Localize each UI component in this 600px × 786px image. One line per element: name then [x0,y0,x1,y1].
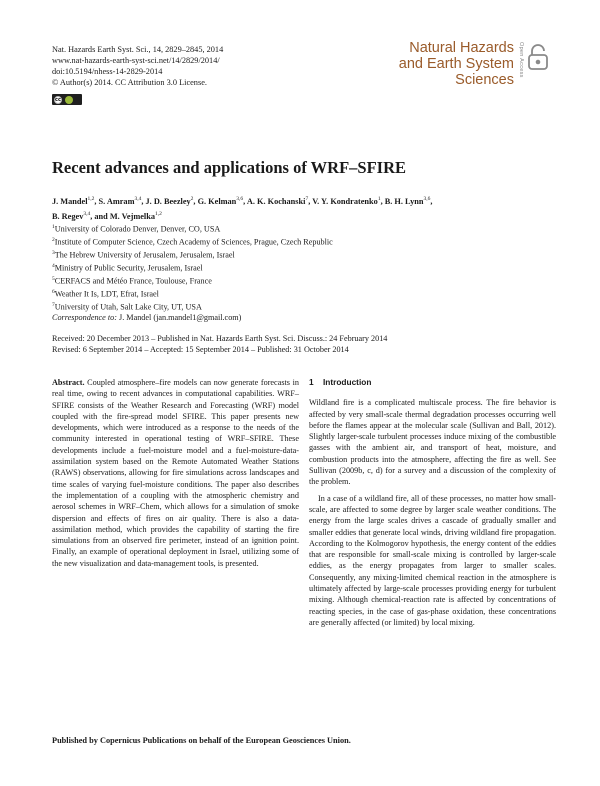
paper-title: Recent advances and applications of WRF–SFIRE [52,158,407,177]
affiliation-item [52,261,333,274]
author-name: B. H. Lynn [384,196,424,206]
author-name: S. Amram [98,196,135,206]
affiliation-number: 1 [52,224,55,230]
publication-dates [52,333,387,356]
journal-logo[interactable] [380,38,550,100]
correspondence-line [52,313,241,322]
section-title: Introduction [323,377,372,387]
author-separator: , [193,196,198,206]
author-list [52,193,552,223]
logo-line-1: Natural Hazards [409,40,514,56]
cc-icon: cc [55,96,61,103]
abstract-heading: Abstract. [52,378,85,387]
introduction-column [309,377,556,628]
affiliation-text: University of Utah, Salt Lake City, UT, USA [54,302,202,312]
author-separator: , [141,196,146,206]
logo-line-3: Sciences [455,72,514,88]
author-affiliation-marker: 3,4 [134,196,142,202]
affiliation-number: 4 [52,263,55,270]
affiliation-item [52,222,333,235]
author-name: B. Regev [52,211,84,221]
doi-link[interactable]: doi:10.5194/nhess-14-2829-2014 [52,67,163,76]
author-affiliation-marker: 3,6 [236,196,244,202]
author-affiliation-marker: 2 [190,196,194,202]
affiliation-text: University of Colorado Denver, Denver, CO, USA [54,224,221,234]
abstract-text: Coupled atmosphere–fire models can now generate forecasts in real time, owing to recent advances in computational capabilities. WRF–SFIRE consists of the Weather Research and Forecasting (WRF) model coupled with the fire-spread model SFIRE. This paper presents new developments, which were introduced as a response to the needs of the community interested in operational testing of WRF–SFIRE. These developments include a fuel-moisture model and a fuel-moisture-data-assimilation system based on the Remote Automated Weather Stations (RAWS) observations, allowing for fire simulations across landscapes and time scales of varying fuel-moisture conditions. The paper also describes the implementation of a coupling with the atmospheric chemistry and aerosol schemes in WRF–Chem, which allows for a simulation of smoke dispersion and effects of fires on air quality. There is also a data-assimilation method, which provides the capability of starting the fire simulations from an observed fire perimeter, instead of an ignition point. Finally, an example of operational deployment in Israel, utilizing some of the new visualization and data-management tools, is presented. [52,378,299,568]
journal-url[interactable]: www.nat-hazards-earth-syst-sci.net/14/2829/2014/ [52,56,220,65]
intro-paragraph-2: In a case of a wildland fire, all of these processes, no matter how small-scale, are affected to some degree by larger scale weather conditions. The energy from the large scales drives a cascade of gradually smaller and smaller eddies that generate local winds, driving wildland fire propagation. According to the Kolmogorov hypothesis, the energy content of the eddies that are responsible for small-scale mixing is controlled by larger-scale eddies, as the energy propagates from larger to smaller scales. Consequently, any mixing-limited chemical reaction in the atmosphere is ultimately affected by large-scale processes providing energy for turbulent mixing. Although chemical-reaction rate is affected by concentrations of reacting species, in the case of gas-phase oxidation, these concentrations are generally affected (or limited) by local mixing. [309,493,556,627]
affiliation-text: Ministry of Public Security, Jerusalem, Israel [54,263,203,273]
journal-logo-text [399,40,514,88]
author-separator: , [243,196,247,206]
affiliation-text: CERFACS and Météo France, Toulouse, France [54,276,212,286]
author-affiliation-marker: 3,4 [83,210,91,217]
open-access-lock-icon [526,44,550,70]
author-affiliation-marker: 1,2 [155,210,162,217]
author-separator: , [430,196,433,206]
affiliation-number: 2 [52,237,55,244]
revised-dates: Revised: 6 September 2014 – Accepted: 15 September 2014 – Published: 31 October 2014 [52,345,349,355]
abstract-column [52,377,299,569]
author-affiliation-marker: 3,6 [423,196,431,202]
author-affiliation-marker: 1 [377,196,381,202]
affiliation-item [52,300,333,313]
affiliation-text: The Hebrew University of Jerusalem, Jerusalem, Israel [54,250,235,260]
author-affiliation-marker: 1,2 [87,196,95,202]
author-name: V. Y. Kondratenko [312,196,378,206]
author-affiliation-marker: 7 [305,196,309,202]
author-separator: , [308,196,313,206]
affiliation-item [52,235,333,248]
creative-commons-badge[interactable] [52,94,82,105]
author-separator: , and [90,211,110,221]
author-separator: , [380,196,385,206]
affiliation-item [52,287,333,300]
correspondence-label: Correspondence to: [52,313,117,322]
author-name: A. K. Kochanski [246,196,306,206]
publisher-footer: Published by Copernicus Publications on behalf of the European Geosciences Union. [52,736,351,745]
author-name: J. D. Beezley [145,196,191,206]
attribution-icon [65,96,73,104]
affiliation-text: Institute of Computer Science, Czech Academy of Sciences, Prague, Czech Republic [54,237,333,247]
license-line: © Author(s) 2014. CC Attribution 3.0 License. [52,78,207,87]
citation-line: Nat. Hazards Earth Syst. Sci., 14, 2829–2845, 2014 [52,45,224,54]
introduction-heading [309,377,556,388]
affiliation-text: Weather It Is, LDT, Efrat, Israel [54,289,159,299]
affiliation-number: 5 [52,276,55,283]
affiliation-number: 3 [52,250,55,257]
section-number: 1 [309,377,314,387]
author-name: G. Kelman [197,196,237,206]
author-separator: , [94,196,99,206]
author-name: M. Vejmelka [109,211,155,221]
affiliation-number: 7 [52,302,55,309]
correspondence-email[interactable]: J. Mandel (jan.mandel1@gmail.com) [119,313,242,322]
author-name: J. Mandel [52,196,88,206]
journal-citation-block [52,44,223,88]
affiliation-list [52,222,333,313]
affiliation-number: 6 [52,289,55,296]
affiliation-item [52,274,333,287]
received-dates: Received: 20 December 2013 – Published in Nat. Hazards Earth Syst. Sci. Discuss.: 24 February 2014 [52,334,388,343]
affiliation-item [52,248,333,261]
logo-line-2: and Earth System [398,56,514,72]
open-access-label: Open Access [518,42,524,78]
intro-paragraph-1: Wildland fire is a complicated multiscale process. The fire behavior is affected by very small-scale thermal degradation processes occurring well before the flames appear at the molecular scale (Sullivan and Ball, 2012). Slightly larger-scale turbulent processes induce mixing of the combustible gasses with the ambient air, and transport of heat, moisture, and combustion products into the atmosphere, affecting the fire as well. See Sullivan (2009b, c, d) for a survey and a discussion of the complexity of the problem. [309,398,556,487]
